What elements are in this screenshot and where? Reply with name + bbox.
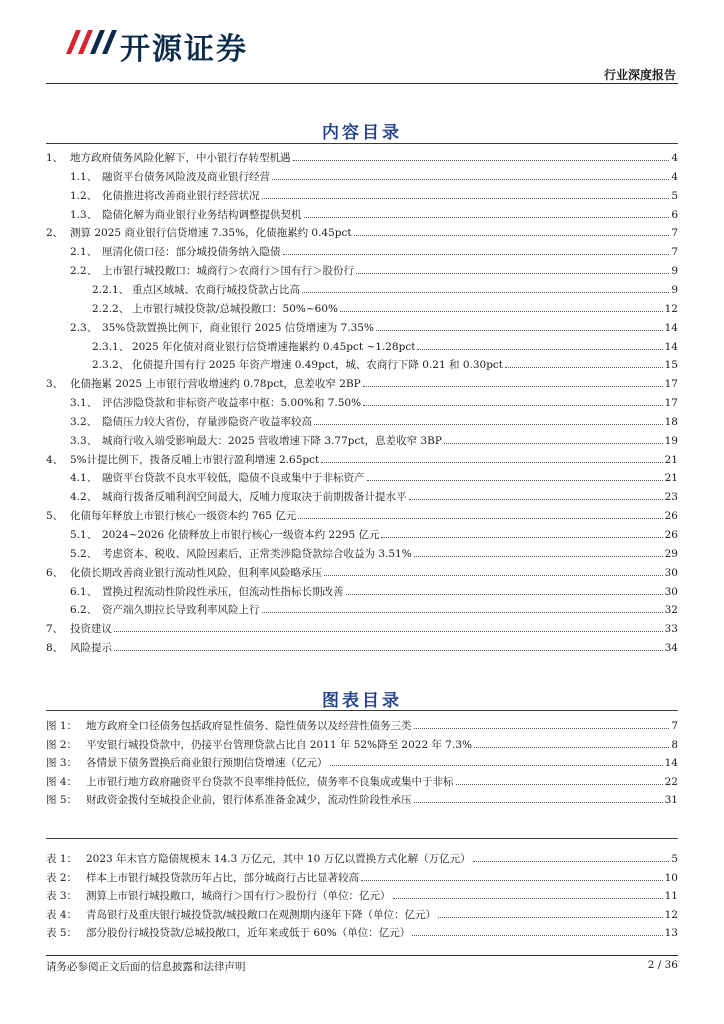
- toc-entry-title: 样本上市银行城投贷款历年占比，部分城商行占比显著较高: [86, 871, 359, 884]
- toc-entry-leader: [363, 374, 663, 387]
- toc-entry-page: 18: [664, 415, 678, 428]
- toc-entry-page: 26: [664, 529, 678, 541]
- toc-entry-leader: [417, 337, 662, 350]
- toc-entry-leader: [346, 582, 663, 595]
- toc-entry-number: 6.1、: [70, 585, 98, 598]
- toc-entry-leader: [414, 544, 663, 557]
- toc-entry-page: 30: [664, 585, 678, 598]
- toc-entry-number: 5.1、: [70, 529, 98, 541]
- toc-entry-leader: [302, 280, 669, 293]
- toc-entry-page: 32: [664, 604, 678, 617]
- toc-entry[interactable]: [46, 905, 678, 923]
- toc-entry-number: 图 5：: [46, 794, 78, 807]
- toc-entry-number: 4、: [46, 453, 64, 466]
- toc-entry-page: 10: [664, 871, 678, 884]
- toc-entry-page: 5: [671, 189, 678, 202]
- toc-entry[interactable]: [46, 563, 678, 581]
- header-divider: [46, 83, 678, 84]
- toc-entry-page: 11: [664, 890, 678, 903]
- toc-entry-number: 2.3.1、: [92, 340, 130, 353]
- toc-entry-leader: [438, 905, 663, 918]
- toc-entry-number: 7、: [46, 623, 64, 636]
- toc-entry-number: 图 4：: [46, 775, 78, 788]
- toc-entry-title: 融资平台债务风险波及商业银行经营: [102, 170, 270, 183]
- toc-entry-number: 3.1、: [70, 397, 98, 410]
- toc-entry[interactable]: [70, 431, 678, 449]
- toc-entry-page: 19: [664, 434, 678, 447]
- toc-entry-leader: [272, 167, 669, 180]
- page-header: [0, 0, 724, 90]
- toc-entry-title: 化债每年释放上市银行核心一级资本约 765 亿元: [70, 510, 297, 523]
- toc-entry-number: 6、: [46, 566, 64, 579]
- toc-entry-leader: [473, 849, 670, 862]
- toc-entry[interactable]: [70, 186, 678, 204]
- toc-entry-leader: [414, 790, 663, 803]
- toc-entry-number: 2、: [46, 227, 64, 240]
- toc-entry-title: 城商行拨备反哺利润空间最大，反哺力度取决于前期拨备计提水平: [102, 491, 407, 504]
- toc-entry[interactable]: [46, 374, 678, 392]
- toc-entry[interactable]: [70, 525, 678, 543]
- toc-entry[interactable]: [46, 923, 678, 941]
- toc-entry-page: 14: [664, 757, 678, 770]
- toc-entry-leader: [262, 600, 663, 613]
- toc-entry-leader: [393, 886, 663, 899]
- toc-entry-number: 5、: [46, 510, 64, 523]
- toc-entry-leader: [381, 525, 662, 538]
- toc-entry-leader: [283, 242, 670, 255]
- toc-entry-page: 4: [671, 152, 678, 164]
- toc-entry-page: 12: [664, 302, 678, 315]
- toc-entry[interactable]: [46, 638, 678, 656]
- toc-entry[interactable]: [46, 223, 678, 241]
- toc-entry[interactable]: [46, 716, 678, 734]
- toc-entry[interactable]: [46, 735, 678, 753]
- toc-entry-page: 23: [664, 491, 678, 504]
- toc-entry[interactable]: [46, 886, 678, 904]
- toc-entry-leader: [114, 619, 663, 632]
- toc-entry-number: 表 3：: [46, 890, 78, 903]
- toc-entry-leader: [505, 355, 663, 368]
- toc-entry-number: 1.1、: [70, 170, 98, 183]
- report-type-label: 行业深度报告: [603, 68, 676, 82]
- toc-entry-title: 2023 年末官方隐债规模末 14.3 万亿元，其中 10 万亿以置换方式化解（万亿元）: [86, 853, 471, 865]
- toc-entry-leader: [293, 148, 670, 161]
- toc-entry-title: 置换过程流动性阶段性承压，但流动性指标长期改善: [102, 585, 344, 598]
- toc-entry-page: 31: [664, 794, 678, 807]
- toc-entry-page: 29: [664, 547, 678, 560]
- toc-entry[interactable]: [70, 167, 678, 185]
- toc-entry-page: 12: [664, 908, 678, 921]
- toc-entry-leader: [324, 563, 663, 576]
- toc-entry-page: 22: [664, 775, 678, 788]
- toc-entry[interactable]: [46, 148, 678, 166]
- toc-entry-number: 3.3、: [70, 434, 98, 447]
- toc-entry[interactable]: [46, 790, 678, 808]
- toc-entry[interactable]: [70, 487, 678, 505]
- toc-entry-title: 重点区域城、农商行城投贷款占比高: [132, 283, 300, 296]
- toc-entry-leader: [340, 299, 663, 312]
- toc-entry-number: 1.2、: [70, 189, 98, 202]
- toc-entry-title: 2025 年化债对商业银行信贷增速拖累约 0.45pct ~1.28pct: [132, 340, 416, 353]
- toc-entry-title: 上市银行城投贷款/总城投敞口：50%~60%: [132, 302, 339, 315]
- toc-entry-title: 青岛银行及重庆银行城投贷款/城投敞口在观测期内逐年下降（单位：亿元）: [86, 908, 437, 921]
- toc-entry-page: 13: [664, 927, 678, 940]
- toc-entry-title: 财政资金拨付至城投企业前，银行体系准备金减少，流动性阶段性承压: [86, 794, 412, 807]
- footer-divider: [46, 955, 678, 956]
- toc-entry-page: 21: [664, 453, 678, 466]
- toc-entry-number: 2.2.2、: [92, 302, 130, 315]
- toc-entry-number: 2.3.2、: [92, 359, 130, 372]
- toc-entry-number: 6.2、: [70, 604, 98, 617]
- toc-entry-page: 14: [664, 340, 678, 353]
- toc-entry-title: 35%贷款置换比例下，商业银行 2025 信贷增速为 7.35%: [102, 321, 374, 334]
- toc-entry-page: 5: [671, 853, 678, 865]
- toc-entry-leader: [414, 716, 670, 729]
- page-number: 2 / 36: [647, 959, 678, 971]
- toc-entry-title: 隐债化解为商业银行业务结构调整提供契机: [102, 208, 302, 221]
- toc-entry-leader: [354, 223, 670, 236]
- company-name: 开源证券: [120, 32, 248, 67]
- toc-entry-number: 表 5：: [46, 927, 78, 940]
- toc-entry-page: 30: [664, 566, 678, 579]
- toc-entry-leader: [444, 431, 663, 444]
- toc-entry-title: 厘清化债口径：部分城投债务纳入隐债: [102, 246, 281, 259]
- toc-entry[interactable]: [46, 849, 678, 867]
- toc-entry-page: 7: [671, 227, 678, 240]
- toc-entry-leader: [367, 468, 663, 481]
- toc-entry[interactable]: [92, 280, 678, 298]
- toc-entry-number: 2.2.1、: [92, 283, 130, 296]
- toc-entry-number: 8、: [46, 642, 64, 655]
- toc-entry-leader: [376, 318, 663, 331]
- toc-entry-title: 考虑资本、税收、风险因素后，正常类涉隐贷款综合收益为 3.51%: [102, 547, 412, 560]
- figures-divider: [46, 710, 678, 711]
- tables-divider: [46, 838, 678, 839]
- toc-entry-page: 4: [671, 170, 678, 183]
- toc-entry-number: 表 4：: [46, 908, 78, 921]
- toc-entry-title: 化债拖累 2025 上市银行营收增速约 0.78pct，息差收窄 2BP: [70, 378, 361, 391]
- toc-entry-number: 表 2：: [46, 871, 78, 884]
- toc-entry[interactable]: [70, 544, 678, 562]
- toc-entry-leader: [304, 205, 670, 218]
- toc-entry-page: 34: [664, 642, 678, 655]
- toc-entry-leader: [456, 772, 663, 785]
- toc-entry-page: 9: [671, 283, 678, 296]
- toc-entry-page: 26: [664, 510, 678, 523]
- toc-entry-title: 测算 2025 商业银行信贷增速 7.35%，化债拖累约 0.45pct: [70, 227, 352, 240]
- toc-entry-number: 3.2、: [70, 415, 98, 428]
- toc-entry-leader: [356, 261, 669, 274]
- contents-title: 内容目录: [322, 123, 402, 143]
- toc-entry[interactable]: [46, 753, 678, 771]
- toc-entry-title: 投资建议: [70, 623, 112, 636]
- toc-entry[interactable]: [46, 619, 678, 637]
- toc-entry-page: 14: [664, 321, 678, 334]
- toc-entry-title: 化债提升国有行 2025 年资产增速 0.49pct，城、农商行下降 0.21 和 0.30pct: [132, 359, 504, 372]
- toc-entry[interactable]: [46, 506, 678, 524]
- toc-entry[interactable]: [70, 600, 678, 618]
- toc-entry-title: 评估涉隐贷款和非标资产收益率中枢：5.00%和 7.50%: [102, 397, 362, 410]
- toc-entry[interactable]: [70, 318, 678, 336]
- toc-entry-title: 上市银行地方政府融资平台贷款不良率维持低位，债务率不良集成或集中于非标: [86, 775, 454, 788]
- toc-entry-title: 城商行收入端受影响最大：2025 营收增速下降 3.77pct，息差收窄 3BP: [102, 434, 442, 447]
- toc-entry-title: 融资平台贷款不良水平较低，隐债不良或集中于非标资产: [102, 472, 365, 485]
- toc-entry-title: 各情景下债务置换后商业银行预期信贷增速（亿元）: [86, 757, 328, 770]
- toc-entry-number: 表 1：: [46, 853, 78, 865]
- toc-entry-title: 化债长期改善商业银行流动性风险，但利率风险略承压: [70, 566, 322, 579]
- toc-entry[interactable]: [70, 261, 678, 279]
- toc-entry[interactable]: [70, 393, 678, 411]
- toc-entry-title: 部分股份行城投贷款/总城投敞口，近年来或低于 60%（单位：亿元）: [86, 927, 411, 940]
- toc-entry-title: 地方政府全口径债务包括政府显性债务、隐性债务以及经营性债务三类: [86, 720, 412, 732]
- toc-entry[interactable]: [46, 868, 678, 886]
- toc-entry-title: 资产端久期拉长导致利率风险上行: [102, 604, 260, 617]
- toc-entry-number: 图 2：: [46, 738, 78, 751]
- toc-entry-number: 图 1：: [46, 720, 78, 732]
- toc-entry-title: 风险提示: [70, 642, 112, 655]
- toc-entry-page: 17: [664, 397, 678, 410]
- toc-entry-page: 9: [671, 265, 678, 278]
- toc-entry-page: 15: [664, 359, 678, 372]
- toc-entry-title: 地方政府债务风险化解下，中小银行存转型机遇: [70, 152, 291, 164]
- toc-entry-leader: [114, 638, 663, 651]
- toc-entry-title: 平安银行城投贷款中，仍接平台管理贷款占比自 2011 年 52%降至 2022 年 7.3%: [86, 738, 472, 751]
- toc-entry-number: 3、: [46, 378, 64, 391]
- toc-entry-number: 4.1、: [70, 472, 98, 485]
- toc-entry-leader: [412, 923, 662, 936]
- toc-entry[interactable]: [70, 582, 678, 600]
- toc-entry-number: 2.1、: [70, 246, 98, 259]
- toc-entry-number: 1.3、: [70, 208, 98, 221]
- toc-entry-page: 6: [671, 208, 678, 221]
- toc-entry-page: 8: [671, 738, 678, 751]
- toc-entry-leader: [361, 868, 663, 881]
- toc-entry-page: 33: [664, 623, 678, 636]
- toc-entry-title: 2024~2026 化债释放上市银行核心一级资本约 2295 亿元: [102, 529, 380, 541]
- toc-entry-page: 17: [664, 378, 678, 391]
- toc-entry-page: 7: [671, 720, 678, 732]
- toc-entry[interactable]: [70, 205, 678, 223]
- toc-entry-number: 图 3：: [46, 757, 78, 770]
- toc-entry-title: 上市银行城投敞口：城商行＞农商行＞国有行＞股份行: [102, 265, 354, 278]
- toc-entry[interactable]: [70, 412, 678, 430]
- toc-entry[interactable]: [70, 242, 678, 260]
- toc-entry-leader: [321, 450, 662, 463]
- toc-entry-number: 5.2、: [70, 547, 98, 560]
- figures-title: 图表目录: [322, 691, 402, 711]
- toc-entry-leader: [298, 506, 662, 519]
- toc-entry-page: 7: [671, 246, 678, 259]
- toc-entry-title: 5%计提比例下，拨备反哺上市银行盈利增速 2.65pct: [70, 453, 320, 466]
- contents-divider: [46, 143, 678, 144]
- toc-entry[interactable]: [92, 299, 678, 317]
- toc-entry-title: 化债推进将改善商业银行经营状况: [102, 189, 260, 202]
- toc-entry-leader: [363, 393, 663, 406]
- toc-entry-number: 2.3、: [70, 321, 98, 334]
- footer-disclaimer: 请务必参阅正文后面的信息披露和法律声明: [46, 961, 246, 973]
- toc-entry-leader: [409, 487, 663, 500]
- toc-entry-leader: [314, 412, 663, 425]
- toc-entry-leader: [330, 753, 663, 766]
- toc-entry[interactable]: [70, 468, 678, 486]
- toc-entry-number: 2.2、: [70, 265, 98, 278]
- toc-entry-leader: [262, 186, 670, 199]
- toc-entry-number: 4.2、: [70, 491, 98, 504]
- toc-entry[interactable]: [92, 337, 678, 355]
- toc-entry-title: 隐债压力较大省份，存量涉隐资产收益率较高: [102, 415, 312, 428]
- toc-entry-title: 测算上市银行城投敞口，城商行＞国有行＞股份行（单位：亿元）: [86, 890, 391, 903]
- toc-entry-number: 1、: [46, 152, 64, 164]
- toc-entry-leader: [474, 735, 669, 748]
- toc-entry-page: 21: [664, 472, 678, 485]
- toc-entry[interactable]: [46, 450, 678, 468]
- toc-entry[interactable]: [92, 355, 678, 373]
- toc-entry[interactable]: [46, 772, 678, 790]
